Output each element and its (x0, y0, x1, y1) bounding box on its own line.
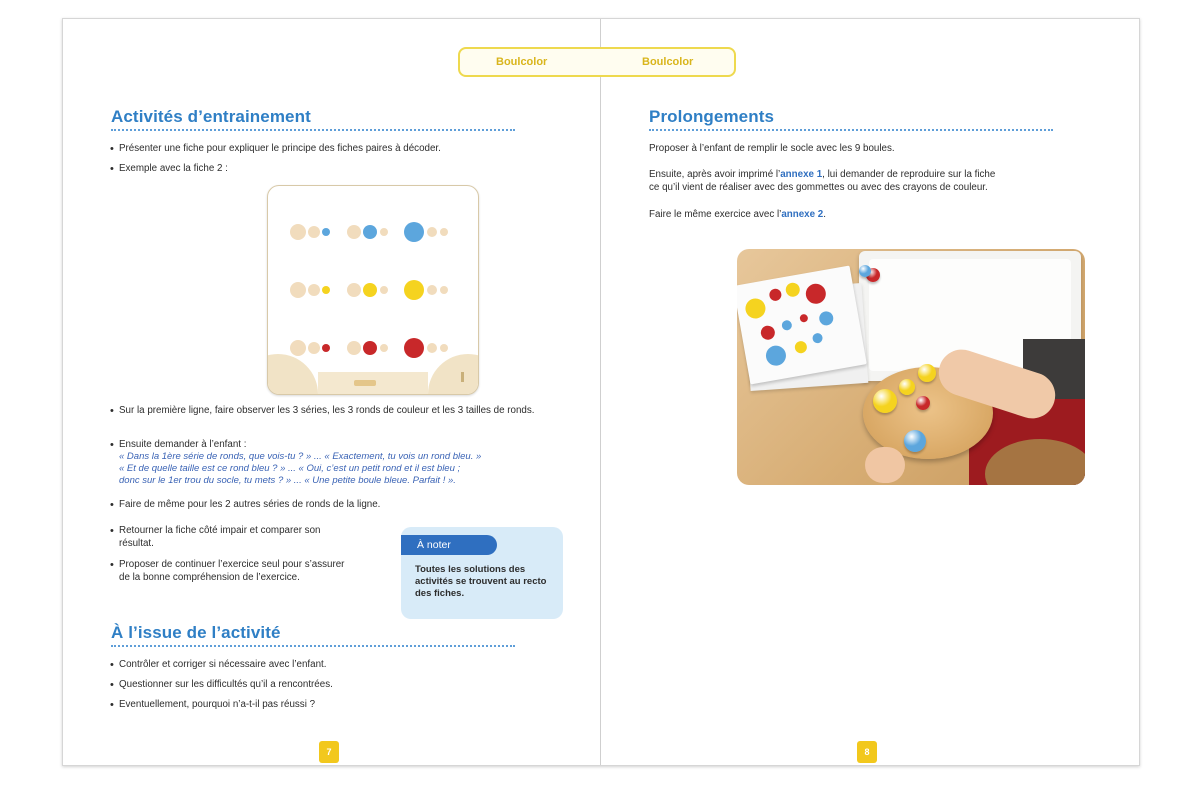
section-title-prolongements: Prolongements (649, 107, 775, 126)
bullet-retourner-line2: résultat. (119, 537, 154, 549)
sheet-circle (404, 280, 424, 300)
section-divider (111, 129, 515, 131)
sheet-id-mark (461, 372, 464, 382)
para-faire (649, 209, 1089, 222)
sheet-circle (290, 282, 306, 298)
photo-ball (916, 396, 930, 410)
sheet-circle (380, 286, 388, 294)
sheet-circle (363, 225, 377, 239)
page-number-right: 8 (857, 741, 877, 763)
photo-sticker-dot (764, 344, 787, 367)
photo-child-hand (865, 447, 905, 483)
bullet-presenter: • Présenter une fiche pour expliquer le principe des fiches paires à décoder. (119, 143, 539, 156)
section-title-activites: Activités d’entrainement (111, 107, 311, 126)
photo-ball (918, 364, 936, 382)
dialogue-line-1: « Dans la 1ère série de ronds, que vois-tu ? » ... « Exactement, tu vois un rond bleu. » (119, 451, 482, 462)
sheet-circle (380, 228, 388, 236)
section-title-issue: À l’issue de l’activité (111, 623, 281, 642)
bullet-exemple: • Exemple avec la fiche 2 : (119, 163, 539, 176)
sheet-circle (322, 344, 330, 352)
photo-sticker-dot (781, 319, 793, 331)
sheet-circle (308, 342, 320, 354)
photo-sticker-dot (768, 288, 782, 302)
note-text: Toutes les solutions des activités se trouvent au recto des fiches. (415, 564, 547, 599)
photo-sticker-dot (799, 314, 808, 323)
activity-photo (737, 249, 1085, 485)
para-ensuite-line2: ce qu’il vient de réaliser avec des gommettes ou avec des crayons de couleur. (649, 181, 988, 193)
example-sheet-image (267, 185, 479, 395)
bullet-retourner-line1: • Retourner la fiche côté impair et comparer son (119, 525, 321, 536)
section-divider (111, 645, 515, 647)
note-label: À noter (417, 539, 451, 551)
para-ensuite-text-b: , lui demander de reproduire sur la fiche (822, 169, 996, 180)
dialogue-line-2: « Et de quelle taille est ce rond bleu ? » ... « Oui, c’est un petit rond et il est bleu ; (119, 463, 461, 474)
sheet-corner-left (267, 354, 318, 395)
sheet-circle (322, 228, 330, 236)
left-page (111, 19, 571, 765)
bullet-questionner: • Questionner sur les difficultés qu’il a rencontrées. (119, 679, 539, 692)
photo-sticker-dot (794, 340, 808, 354)
annexe-2-link[interactable]: annexe 2 (781, 209, 824, 220)
sheet-circle (440, 344, 448, 352)
sheet-circle (347, 225, 361, 239)
photo-ball (899, 379, 915, 395)
bullet-proposer (119, 559, 399, 584)
photo-sticker-dot (744, 297, 767, 320)
sheet-circle (404, 338, 424, 358)
dialogue-line-3: donc sur le 1er trou du socle, tu mets ? » ... « Une petite boule bleue. Parfait ! ». (119, 475, 456, 486)
header-tab-left: Boulcolor (496, 56, 548, 68)
para-faire-text-b: . (823, 209, 826, 220)
sheet-circle (347, 341, 361, 355)
section-divider (649, 129, 1053, 131)
sheet-circle (308, 284, 320, 296)
bullet-ensuite: • Ensuite demander à l’enfant : (119, 439, 539, 452)
page-number-left: 7 (319, 741, 339, 763)
bullet-proposer-line1: • Proposer de continuer l’exercice seul pour s’assurer (119, 559, 345, 570)
photo-sticker-dot (760, 325, 776, 341)
sheet-corner-right (428, 354, 479, 395)
right-page (649, 19, 1109, 765)
photo-sheet (737, 266, 867, 385)
note-label-tag (401, 535, 497, 555)
sheet-circle (322, 286, 330, 294)
sheet-circle (380, 344, 388, 352)
sheet-circle (440, 228, 448, 236)
sheet-circle (363, 283, 377, 297)
book-spread (62, 18, 1140, 766)
bullet-premiere-ligne-text: Sur la première ligne, faire observer les 3 séries, les 3 ronds de couleur et les 3 tailles de ronds. (119, 405, 535, 416)
sheet-circle (347, 283, 361, 297)
photo-ball (904, 430, 926, 452)
para-ensuite-line1 (649, 169, 1089, 182)
photo-sticker-dot (785, 282, 801, 298)
sheet-circle (427, 343, 437, 353)
photo-sticker-dot (804, 282, 827, 305)
photo-sticker-dot (818, 310, 834, 326)
bullet-proposer-line2: de la bonne compréhension de l’exercice. (119, 571, 300, 583)
para-proposer: Proposer à l’enfant de remplir le socle avec les 9 boules. (649, 143, 895, 154)
sheet-circle (427, 227, 437, 237)
sheet-circle (363, 341, 377, 355)
sheet-circle (308, 226, 320, 238)
sheet-circle (404, 222, 424, 242)
book-spine (600, 19, 601, 765)
sheet-circle (290, 340, 306, 356)
sheet-logo-icon (354, 380, 376, 386)
header-tab-right: Boulcolor (642, 56, 694, 68)
para-ensuite-text-a: Ensuite, après avoir imprimé l’ (649, 169, 781, 180)
bullet-premiere-ligne (119, 405, 539, 418)
photo-sticker-dot (812, 332, 824, 344)
sheet-circle (440, 286, 448, 294)
bullet-controler: • Contrôler et corriger si nécessaire avec l’enfant. (119, 659, 539, 672)
para-ensuite (649, 169, 1089, 194)
photo-ball (873, 389, 897, 413)
bullet-eventuellement: • Eventuellement, pourquoi n’a-t-il pas réussi ? (119, 699, 539, 712)
annexe-1-link[interactable]: annexe 1 (780, 169, 823, 180)
photo-ball (859, 265, 871, 277)
sheet-circle (427, 285, 437, 295)
sheet-circle (290, 224, 306, 240)
para-faire-text-a: Faire le même exercice avec l’ (649, 209, 782, 220)
bullet-retourner (119, 525, 399, 550)
bullet-faire-de-meme: • Faire de même pour les 2 autres séries de ronds de la ligne. (119, 499, 539, 512)
